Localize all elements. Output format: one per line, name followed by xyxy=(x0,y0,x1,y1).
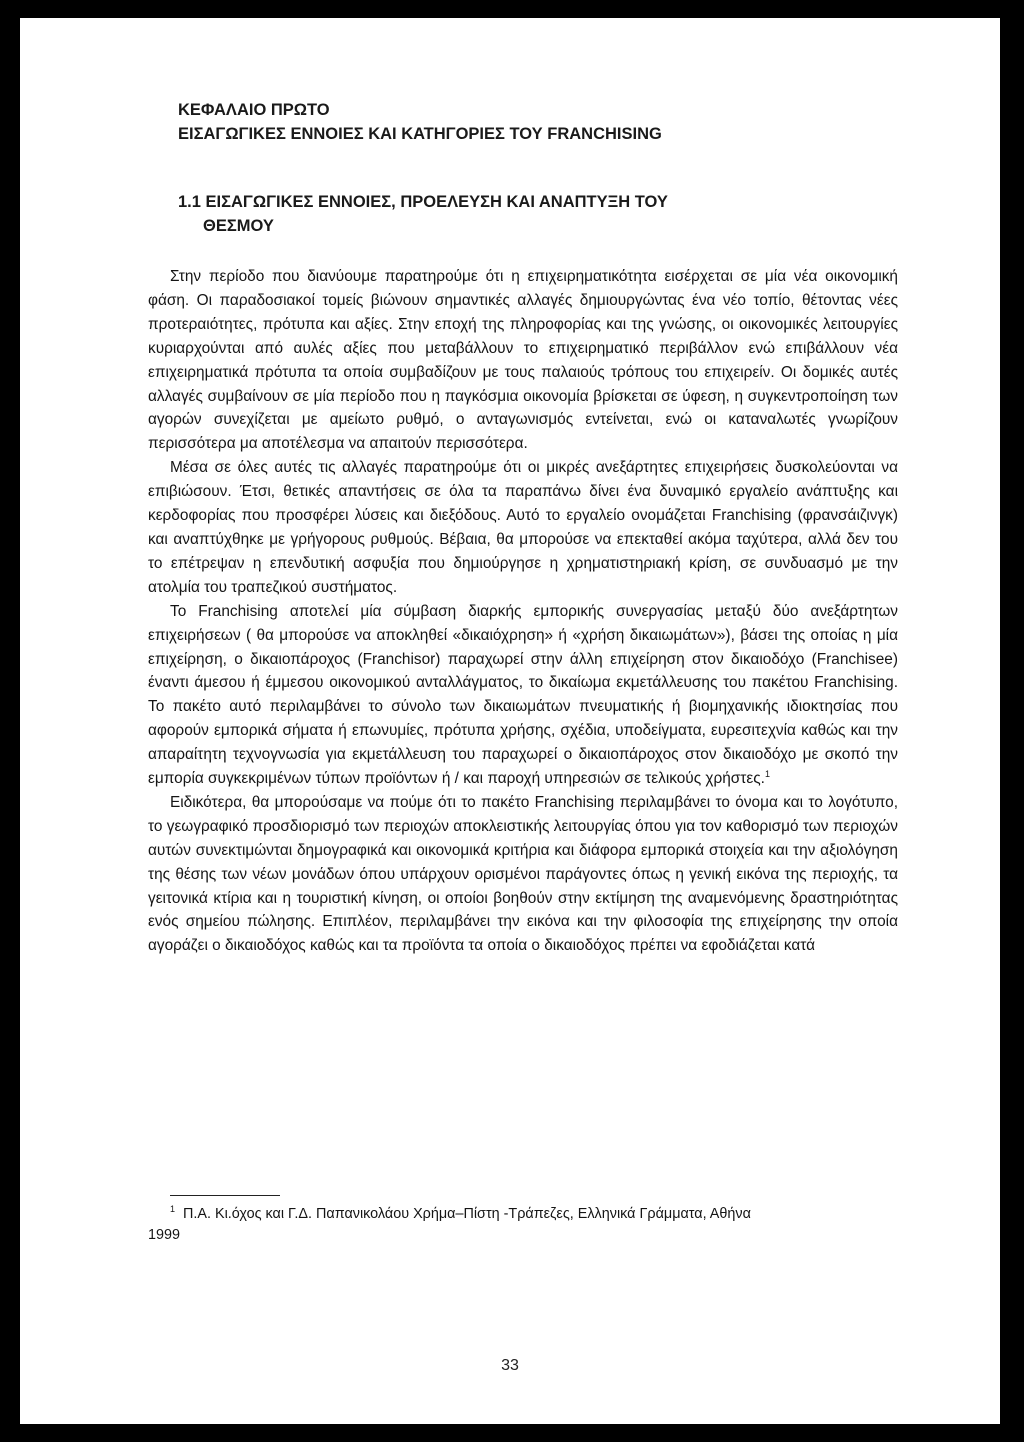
footnote-citation: Π.Α. Κι.όχος και Γ.Δ. Παπανικολάου Χρήμα–Πίστη -Τράπεζες, Ελληνικά Γράμματα, Αθήνα xyxy=(183,1205,751,1222)
footnote-year: 1999 xyxy=(148,1226,181,1243)
section-heading xyxy=(178,190,838,238)
paragraph xyxy=(148,600,898,791)
paragraph: Στην περίοδο που διανύουμε παρατηρούμε ότι η επιχειρηματικότητα εισέρχεται σε μία νέα οικονομική φάση. Οι παραδοσιακοί τομείς βιώνουν σημαντικές αλλαγές δημιουργώντας ένα νέο τοπίο, θέτοντας νέες προτεραιότητες, πρότυπα και αξίες. Στην εποχή της πληροφορίας και της γνώσης, οι οικονομικές λειτουργίες κυριαρχούνται από αυλές αξίες που μεταβάλλουν το επιχειρηματικό περιβάλλον ενώ επιβάλλουν νέα επιχειρηματικά πρότυπα τα οποία συμβαδίζουν με τους παλαιούς τρόπους του επιχειρείν. Οι δομικές αυτές αλλαγές συμβαίνουν σε μία περίοδο που η παγκόσμια οικονομία βρίσκεται σε ύφεση, η συγκεντροποίηση των αγορών συνεχίζεται με αμείωτο ρυθμό, ο ανταγωνισμός εντείνεται, ενώ οι καταναλωτές γνωρίζουν περισσότερα μα αποτέλεσμα να απαιτούν περισσότερα. xyxy=(148,268,898,453)
footnote xyxy=(148,1195,908,1246)
footnote-mark: 1 xyxy=(170,1204,176,1214)
section-title-line2: ΘΕΣΜΟΥ xyxy=(203,217,274,235)
body-text xyxy=(148,265,898,958)
paragraph: Ειδικότερα, θα μπορούσαμε να πούμε ότι το πακέτο Franchising περιλαμβάνει το όνομα και το λογότυπο, το γεωγραφικό προσδιορισμό των περιοχών αποκλειστικής λειτουργίας όπου για τον καθορισμό των περιοχών αυτών συνεκτιμώνται δημογραφικά και οικονομικά κριτήρια και διάφορα εμπορικά στοιχεία και την αξιολόγηση της θέσης των νέων μονάδων όπου υπάρχουν ορισμένοι παράγοντες όπως η γενική εικόνα της περιοχής, τα γειτονικά κτίρια και η τουριστική κίνηση, οι οποίοι βοηθούν στην εκτίμηση της αναμενόμενης δραστηριότητας ενός σημείου πώλησης. Επιπλέον, περιλαμβάνει την εικόνα και την φιλοσοφία της επιχείρησης την οποία αγοράζει ο δικαιοδόχος καθώς και τα προϊόντα τα οποία ο δικαιοδόχος πρέπει να εφοδιάζεται κατά xyxy=(148,793,898,955)
page-number: 33 xyxy=(501,1357,519,1374)
footnote-reference[interactable]: 1 xyxy=(764,768,770,779)
chapter-title: ΚΕΦΑΛΑΙΟ ΠΡΩΤΟ xyxy=(178,101,330,119)
chapter-subtitle: ΕΙΣΑΓΩΓΙΚΕΣ ΕΝΝΟΙΕΣ ΚΑΙ ΚΑΤΗΓΟΡΙΕΣ ΤΟΥ FRANCHISING xyxy=(178,125,662,143)
document-page xyxy=(20,18,1000,1424)
chapter-heading xyxy=(178,98,662,146)
paragraph-text: Το Franchising αποτελεί μία σύμβαση διαρκής εμπορικής συνεργασίας μεταξύ δύο ανεξάρτητων επιχειρήσεων ( θα μπορούσε να αποκληθεί «δικαιόχρηση» ή «χρήση δικαιωμάτων»), βάσει της οποίας η μία επιχείρηση, ο δικαιοπάροχος (Franchisor) παραχωρεί στην άλλη επιχείρηση στον δικαιοδόχο (Franchisee) έναντι άμεσου ή έμμεσου οικονομικού ανταλλάγματος, το δικαίωμα εκμετάλλευσης του πακέτου Franchising. Το πακέτο αυτό περιλαμβάνει το σύνολο των δικαιωμάτων πνευματικής ή βιομηχανικής ιδιοκτησίας που αφορούν εμπορικά σήματα ή επωνυμίες, πρότυπα χρήσης, σχέδια, υποδείγματα, ευρεσιτεχνία καθώς και την απαραίτητη τεχνογνωσία για εκμετάλλευση του παραχωρεί ο δικαιοπάροχος στον δικαιοδόχο με σκοπό την εμπορία συγκεκριμένων τύπων προϊόντων ή / και παροχή υπηρεσιών σε τελικούς χρήστες. xyxy=(148,602,898,788)
section-title-line1: 1.1 ΕΙΣΑΓΩΓΙΚΕΣ ΕΝΝΟΙΕΣ, ΠΡΟΕΛΕΥΣΗ ΚΑΙ ΑΝΑΠΤΥΞΗ ΤΟΥ xyxy=(178,193,668,211)
paragraph: Μέσα σε όλες αυτές τις αλλαγές παρατηρούμε ότι οι μικρές ανεξάρτητες επιχειρήσεις δυσκολεύονται να επιβιώσουν. Έτσι, θετικές απαντήσεις σε όλα τα παραπάνω δίνει ένα δυναμικό εργαλείο ανάπτυξης και κερδοφορίας που προσφέρει λύσεις και διεξόδους. Αυτό το εργαλείο ονομάζεται Franchising (φρανσάιζινγκ) και αναπτύχθηκε με γρήγορους ρυθμούς. Βέβαια, θα μπορούσε να επεκταθεί ακόμα ταχύτερα, αλλά δεν του το επέτρεψαν η επενδυτική ασφυξία που δημιούργησε η χρηματιστηριακή κρίση, σε συνδυασμό με την ατολμία του τραπεζικού συστήματος. xyxy=(148,459,898,596)
footnote-divider xyxy=(170,1195,280,1196)
footnote-text xyxy=(148,1199,908,1225)
